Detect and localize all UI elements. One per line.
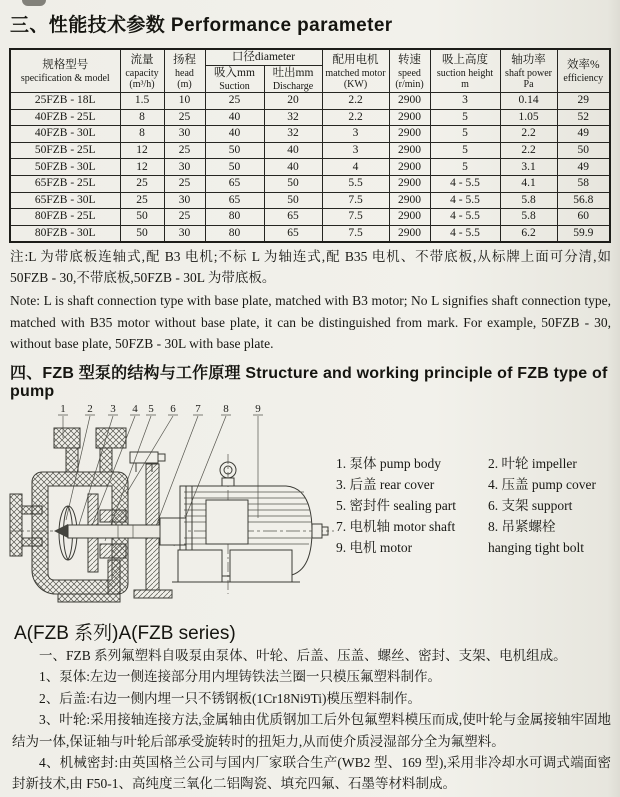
cell: 52 <box>557 109 610 126</box>
part-item: 7. 电机轴 motor shaft <box>336 519 456 534</box>
cell: 3 <box>322 142 389 159</box>
cell: 25 <box>164 109 205 126</box>
cell: 30 <box>164 126 205 143</box>
cell: 2.2 <box>322 109 389 126</box>
part-item: 3. 后盖 rear cover <box>336 477 435 492</box>
section4-title: 四、FZB 型泵的结构与工作原理 Structure and working principle of FZB type of pump <box>10 365 608 400</box>
cell: 49 <box>557 159 610 176</box>
cell: 2900 <box>389 126 430 143</box>
cell: 25 <box>120 175 164 192</box>
paragraph: 2、后盖:右边一侧内埋一只不锈钢板(1Cr18Ni9Ti)模压塑料制作。 <box>39 690 422 706</box>
cell: 49 <box>557 126 610 143</box>
cell: 50 <box>205 159 264 176</box>
table-row <box>10 192 610 209</box>
part-item: 5. 密封件 sealing part <box>336 498 456 513</box>
cell: 5 <box>430 159 500 176</box>
cell: 2900 <box>389 142 430 159</box>
cell: 5.8 <box>500 192 557 209</box>
cell: 30 <box>164 225 205 242</box>
cell: 60 <box>557 209 610 226</box>
cell: 2.2 <box>500 126 557 143</box>
cell: 50 <box>557 142 610 159</box>
callout-5: 5 <box>148 403 154 415</box>
cell: 50 <box>205 142 264 159</box>
cell: 0.14 <box>500 93 557 110</box>
cell: 25FZB - 18L <box>10 93 120 110</box>
table-row <box>10 93 610 110</box>
table-row <box>10 159 610 176</box>
paragraph: 一、FZB 系列氟塑料自吸泵由泵体、叶轮、后盖、压盖、螺丝、密封、支架、电机组成。 <box>39 648 567 663</box>
pump-cross-section-diagram <box>8 398 338 616</box>
part-item: 8. 吊紧螺栓 <box>488 519 556 534</box>
note-line: 50FZB - 30,不带底板,50FZB - 30L 为带底板。 <box>10 270 276 285</box>
cell: 8 <box>120 126 164 143</box>
note-english <box>10 290 611 355</box>
cell: 80 <box>205 209 264 226</box>
cell: 7.5 <box>322 225 389 242</box>
col-header-capacity: 流量 capacity (m³/h) <box>120 49 164 93</box>
col-header-suction-height: 吸上高度 suction height m <box>430 49 500 93</box>
cell: 2900 <box>389 209 430 226</box>
note-line: matched with B35 motor without base plate, it can be distinguished from mark. For example, 50FZB - 30, <box>10 314 611 330</box>
cell: 4 - 5.5 <box>430 192 500 209</box>
callout-4: 4 <box>132 403 138 415</box>
diagram-callout-labels <box>60 403 261 415</box>
table-row <box>10 209 610 226</box>
cell: 1.5 <box>120 93 164 110</box>
cell: 4 - 5.5 <box>430 209 500 226</box>
cell: 12 <box>120 142 164 159</box>
part-item-continuation: hanging tight bolt <box>488 540 584 555</box>
cell: 50 <box>264 175 322 192</box>
col-header-head: 扬程 head (m) <box>164 49 205 93</box>
cell: 65 <box>205 175 264 192</box>
cell: 80FZB - 30L <box>10 225 120 242</box>
cell: 7.5 <box>322 192 389 209</box>
table-row <box>10 126 610 143</box>
cell: 25 <box>205 93 264 110</box>
cell: 2900 <box>389 225 430 242</box>
cell: 4 <box>322 159 389 176</box>
callout-8: 8 <box>223 403 229 415</box>
cell: 58 <box>557 175 610 192</box>
paragraph: 3、叶轮:采用接轴连接方法,金属轴由优质钢加工后外包氟塑料模压而成,使叶轮与金属接轴牢固地结为一体,保证轴与叶轮后部承受旋转时的扭矩力,从而使介质浸湿部分全为氟塑料。 <box>12 712 611 749</box>
cell: 80FZB - 25L <box>10 209 120 226</box>
cell: 1.05 <box>500 109 557 126</box>
col-header-shaft-power: 轴功率 shaft power Pa <box>500 49 557 93</box>
callout-2: 2 <box>87 403 93 415</box>
cell: 3 <box>322 126 389 143</box>
cell: 30 <box>164 159 205 176</box>
cell: 32 <box>264 126 322 143</box>
cell: 20 <box>264 93 322 110</box>
part-item: 6. 支架 support <box>488 498 573 513</box>
cell: 5 <box>430 142 500 159</box>
scan-artifact <box>22 0 46 6</box>
col-header-model: 规格型号 specification & model <box>10 49 120 93</box>
cell: 8 <box>120 109 164 126</box>
cell: 2900 <box>389 109 430 126</box>
cell: 29 <box>557 93 610 110</box>
section3-title: 三、性能技术参数 Performance parameter <box>10 15 393 36</box>
cell: 2900 <box>389 192 430 209</box>
cell: 2900 <box>389 93 430 110</box>
cell: 12 <box>120 159 164 176</box>
col-header-motor: 配用电机 matched motor (KW) <box>322 49 389 93</box>
note-chinese <box>10 246 611 288</box>
table-row <box>10 175 610 192</box>
cell: 5 <box>430 109 500 126</box>
callout-6: 6 <box>170 403 176 415</box>
part-item: 4. 压盖 pump cover <box>488 477 596 492</box>
cell: 4 - 5.5 <box>430 175 500 192</box>
cell: 56.8 <box>557 192 610 209</box>
cell: 10 <box>164 93 205 110</box>
cell: 40 <box>264 142 322 159</box>
col-header-efficiency: 效率% efficiency <box>557 49 610 93</box>
cell: 80 <box>205 225 264 242</box>
cell: 65FZB - 25L <box>10 175 120 192</box>
cell: 65 <box>264 225 322 242</box>
cell: 65 <box>264 209 322 226</box>
cell: 4 - 5.5 <box>430 225 500 242</box>
part-item: 1. 泵体 pump body <box>336 456 442 471</box>
note-line: Note: L is shaft connection type with base plate, matched with B3 motor; No L signifies shaft connection type, <box>10 293 611 308</box>
table-row <box>10 142 610 159</box>
paragraph: 1、泵体:左边一侧连接部分用内埋铸铁法兰圈一只模压氟塑料制作。 <box>39 669 441 685</box>
cell: 40FZB - 25L <box>10 109 120 126</box>
performance-table <box>9 48 611 243</box>
cell: 6.2 <box>500 225 557 242</box>
cell: 32 <box>264 109 322 126</box>
callout-9: 9 <box>255 403 261 415</box>
cell: 3.1 <box>500 159 557 176</box>
series-a-paragraphs <box>12 645 611 795</box>
part-item: 2. 叶轮 impeller <box>488 456 577 471</box>
cell: 50FZB - 30L <box>10 159 120 176</box>
header-row-1 <box>10 49 610 66</box>
cell: 65FZB - 30L <box>10 192 120 209</box>
callout-3: 3 <box>110 403 116 415</box>
cell: 40 <box>205 126 264 143</box>
cell: 50 <box>264 192 322 209</box>
cell: 25 <box>164 142 205 159</box>
col-header-discharge: 吐出mm Discharge <box>264 66 322 93</box>
cell: 7.5 <box>322 209 389 226</box>
cell: 25 <box>164 209 205 226</box>
cell: 4.1 <box>500 175 557 192</box>
cell: 3 <box>430 93 500 110</box>
cell: 40 <box>205 109 264 126</box>
col-header-suction: 吸入mm Suction <box>205 66 264 93</box>
parts-list <box>336 456 618 556</box>
table-row <box>10 225 610 242</box>
callout-7: 7 <box>195 403 201 415</box>
cell: 25 <box>120 192 164 209</box>
cell: 50 <box>120 225 164 242</box>
cell: 40 <box>264 159 322 176</box>
part-item: 9. 电机 motor <box>336 540 413 555</box>
note-line: 注:L 为带底板连轴式,配 B3 电机;不标 L 为轴连式,配 B35 电机、不带底板,从标牌上面可分清,如 <box>10 249 611 264</box>
cell: 40FZB - 30L <box>10 126 120 143</box>
cell: 2900 <box>389 159 430 176</box>
motor <box>172 462 328 582</box>
table-row <box>10 109 610 126</box>
cell: 65 <box>205 192 264 209</box>
note-line: without base plate, 50FZB - 30L with base plate. <box>10 336 274 351</box>
cell: 5.5 <box>322 175 389 192</box>
cell: 30 <box>164 192 205 209</box>
callout-1: 1 <box>60 403 66 415</box>
cell: 25 <box>164 175 205 192</box>
cell: 59.9 <box>557 225 610 242</box>
cell: 2.2 <box>322 93 389 110</box>
cell: 2900 <box>389 175 430 192</box>
col-header-speed: 转速 speed (r/min) <box>389 49 430 93</box>
cell: 50 <box>120 209 164 226</box>
paragraph: 4、机械密封:由英国格兰公司与国内厂家联合生产(WB2 型、169 型),采用非冷却水可调式端面密封新技术,由 F50-1、高纯度三氧化二铝陶瓷、填充四氟、石墨等材料制成。 <box>12 755 611 792</box>
col-header-diameter-group: 口径diameter <box>205 49 322 66</box>
series-a-heading: A(FZB 系列)A(FZB series) <box>14 623 236 644</box>
cell: 5 <box>430 126 500 143</box>
cell: 50FZB - 25L <box>10 142 120 159</box>
cell: 2.2 <box>500 142 557 159</box>
cell: 5.8 <box>500 209 557 226</box>
